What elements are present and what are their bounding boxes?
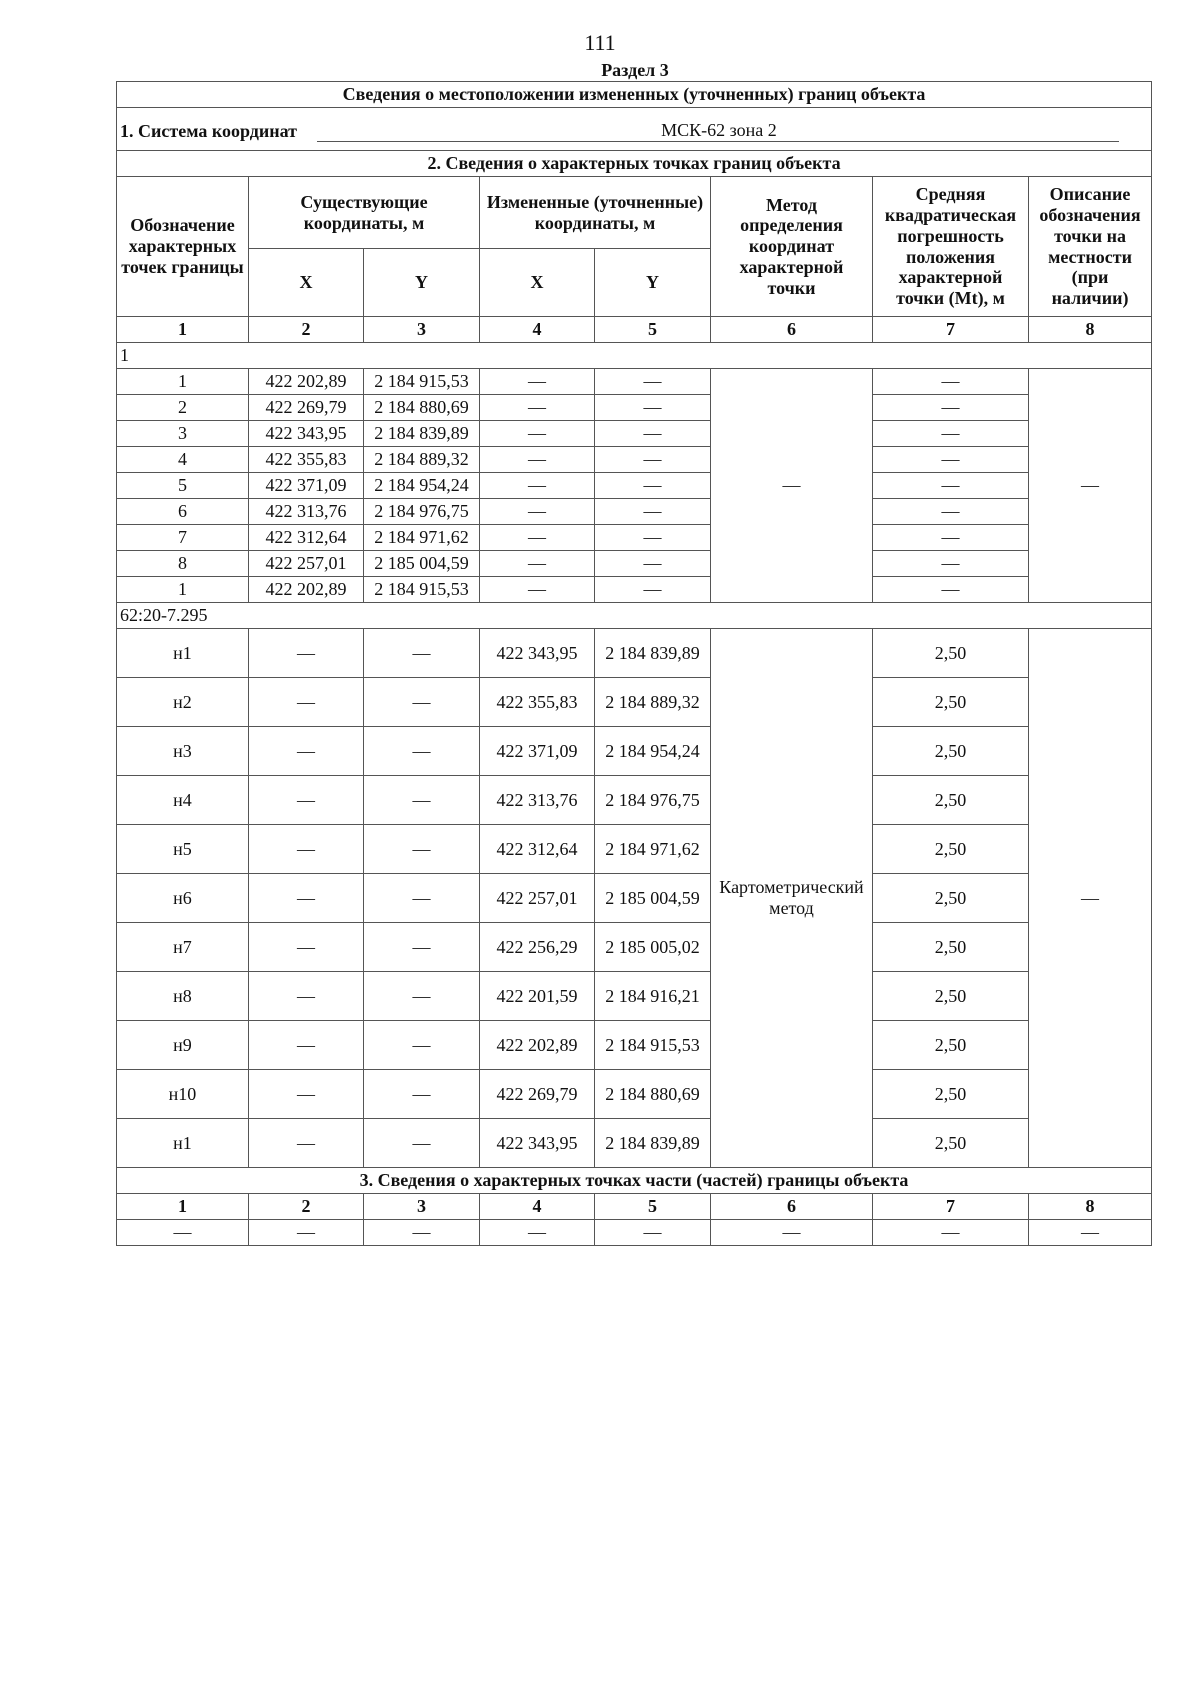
table-row	[117, 473, 1152, 499]
mean-error: —	[873, 369, 1029, 395]
header-mean-error: Средняя квадратическая погрешность положения характерной точки (Mt), м	[873, 177, 1029, 317]
mean-error: 2,50	[873, 1119, 1029, 1168]
mean-error: —	[873, 447, 1029, 473]
point-name: н4	[117, 776, 249, 825]
existing-y: 2 184 915,53	[364, 577, 480, 603]
existing-y: 2 184 889,32	[364, 447, 480, 473]
column-number: 1	[117, 317, 249, 343]
existing-y: 2 184 971,62	[364, 525, 480, 551]
table-row	[117, 825, 1152, 874]
section3-title: 3. Сведения о характерных точках части (частей) границы объекта	[117, 1168, 1152, 1194]
point-name: 1	[117, 369, 249, 395]
changed-x: 422 201,59	[480, 972, 595, 1021]
point-name: н6	[117, 874, 249, 923]
mean-error: —	[873, 499, 1029, 525]
changed-x: —	[480, 525, 595, 551]
table-row	[117, 395, 1152, 421]
column-number: 2	[249, 317, 364, 343]
description-cell: —	[1029, 629, 1152, 1168]
empty-cell: —	[117, 1220, 249, 1246]
description-cell: —	[1029, 369, 1152, 603]
changed-x: —	[480, 551, 595, 577]
method-cell: Картометрический метод	[711, 629, 873, 1168]
empty-cell: —	[364, 1220, 480, 1246]
coordinate-system-row	[120, 108, 1148, 144]
table-row	[117, 499, 1152, 525]
point-name: 8	[117, 551, 249, 577]
changed-x: 422 202,89	[480, 1021, 595, 1070]
table-row	[117, 447, 1152, 473]
point-name: н8	[117, 972, 249, 1021]
changed-x: 422 269,79	[480, 1070, 595, 1119]
changed-y: 2 184 976,75	[595, 776, 711, 825]
column-number: 2	[249, 1194, 364, 1220]
group1-label: 1	[117, 343, 1152, 369]
header-description: Описание обозначения точки на местности (при наличии)	[1029, 177, 1152, 317]
changed-x: 422 312,64	[480, 825, 595, 874]
existing-x: —	[249, 874, 364, 923]
mean-error: —	[873, 395, 1029, 421]
table-row	[117, 369, 1152, 395]
point-name: н5	[117, 825, 249, 874]
changed-x: —	[480, 395, 595, 421]
point-name: 1	[117, 577, 249, 603]
method-cell: —	[711, 369, 873, 603]
existing-y: —	[364, 776, 480, 825]
table-row	[117, 972, 1152, 1021]
existing-x: 422 269,79	[249, 395, 364, 421]
mean-error: 2,50	[873, 972, 1029, 1021]
existing-x: 422 313,76	[249, 499, 364, 525]
column-number: 5	[595, 1194, 711, 1220]
point-name: н7	[117, 923, 249, 972]
changed-y: 2 184 839,89	[595, 629, 711, 678]
mean-error: —	[873, 421, 1029, 447]
point-name: н1	[117, 1119, 249, 1168]
table-row	[117, 923, 1152, 972]
existing-x: —	[249, 923, 364, 972]
table-row	[117, 1070, 1152, 1119]
point-name: 6	[117, 499, 249, 525]
changed-y: 2 184 971,62	[595, 825, 711, 874]
changed-y: 2 184 954,24	[595, 727, 711, 776]
table-row	[117, 727, 1152, 776]
changed-x: —	[480, 421, 595, 447]
changed-x: 422 371,09	[480, 727, 595, 776]
header-changed-y: Y	[595, 249, 711, 317]
changed-x: —	[480, 369, 595, 395]
table-row	[117, 1021, 1152, 1070]
mean-error: 2,50	[873, 1021, 1029, 1070]
mean-error: 2,50	[873, 727, 1029, 776]
changed-y: —	[595, 473, 711, 499]
coordinate-system-label: 1. Система координат	[120, 121, 297, 142]
mean-error: 2,50	[873, 874, 1029, 923]
header-existing-y: Y	[364, 249, 480, 317]
changed-y: 2 184 839,89	[595, 1119, 711, 1168]
header-existing-coordinates: Существующие координаты, м	[249, 177, 480, 249]
table-row	[117, 678, 1152, 727]
point-name: 3	[117, 421, 249, 447]
changed-y: 2 184 880,69	[595, 1070, 711, 1119]
changed-y: —	[595, 369, 711, 395]
existing-y: —	[364, 874, 480, 923]
existing-y: —	[364, 1021, 480, 1070]
existing-x: —	[249, 1070, 364, 1119]
changed-y: 2 184 915,53	[595, 1021, 711, 1070]
existing-x: —	[249, 776, 364, 825]
mean-error: 2,50	[873, 825, 1029, 874]
existing-y: —	[364, 825, 480, 874]
existing-y: —	[364, 923, 480, 972]
column-number: 1	[117, 1194, 249, 1220]
existing-x: —	[249, 678, 364, 727]
changed-y: —	[595, 421, 711, 447]
changed-x: 422 355,83	[480, 678, 595, 727]
existing-x: 422 343,95	[249, 421, 364, 447]
column-number: 3	[364, 1194, 480, 1220]
existing-x: 422 355,83	[249, 447, 364, 473]
existing-y: —	[364, 678, 480, 727]
mean-error: —	[873, 525, 1029, 551]
existing-y: —	[364, 1119, 480, 1168]
point-name: 7	[117, 525, 249, 551]
changed-x: —	[480, 577, 595, 603]
point-name: н10	[117, 1070, 249, 1119]
column-number: 6	[711, 1194, 873, 1220]
column-number: 7	[873, 317, 1029, 343]
changed-y: —	[595, 577, 711, 603]
existing-y: 2 184 976,75	[364, 499, 480, 525]
table-row	[117, 551, 1152, 577]
changed-y: 2 184 916,21	[595, 972, 711, 1021]
changed-y: —	[595, 499, 711, 525]
existing-y: 2 184 915,53	[364, 369, 480, 395]
table-title: Сведения о местоположении измененных (уточненных) границ объекта	[117, 82, 1152, 108]
existing-y: 2 184 880,69	[364, 395, 480, 421]
group2-label: 62:20-7.295	[117, 603, 1152, 629]
existing-x: —	[249, 1021, 364, 1070]
existing-y: —	[364, 1070, 480, 1119]
header-existing-x: X	[249, 249, 364, 317]
changed-y: —	[595, 551, 711, 577]
existing-x: 422 312,64	[249, 525, 364, 551]
header-point-designation: Обозначение характерных точек границы	[117, 177, 249, 317]
coordinate-system-value: МСК-62 зона 2	[317, 120, 1119, 142]
point-name: н9	[117, 1021, 249, 1070]
mean-error: 2,50	[873, 1070, 1029, 1119]
point-name: н3	[117, 727, 249, 776]
empty-cell: —	[480, 1220, 595, 1246]
section3-number-row	[117, 1194, 1152, 1220]
mean-error: —	[873, 551, 1029, 577]
mean-error: 2,50	[873, 923, 1029, 972]
existing-x: —	[249, 972, 364, 1021]
section2-title: 2. Сведения о характерных точках границ объекта	[117, 151, 1152, 177]
column-number: 6	[711, 317, 873, 343]
existing-x: —	[249, 1119, 364, 1168]
changed-x: 422 343,95	[480, 629, 595, 678]
column-number: 4	[480, 1194, 595, 1220]
point-name: 2	[117, 395, 249, 421]
section-label: Раздел 3	[601, 60, 669, 80]
empty-cell: —	[1029, 1220, 1152, 1246]
column-number: 5	[595, 317, 711, 343]
point-name: 5	[117, 473, 249, 499]
changed-x: —	[480, 499, 595, 525]
existing-x: —	[249, 629, 364, 678]
changed-x: —	[480, 447, 595, 473]
empty-cell: —	[711, 1220, 873, 1246]
point-name: 4	[117, 447, 249, 473]
table-row	[117, 776, 1152, 825]
table-row	[117, 1119, 1152, 1168]
column-number: 8	[1029, 317, 1152, 343]
existing-y: —	[364, 972, 480, 1021]
existing-y: —	[364, 727, 480, 776]
header-changed-coordinates: Измененные (уточненные) координаты, м	[480, 177, 711, 249]
empty-cell: —	[249, 1220, 364, 1246]
existing-x: 422 202,89	[249, 577, 364, 603]
changed-y: 2 185 004,59	[595, 874, 711, 923]
existing-x: —	[249, 825, 364, 874]
mean-error: —	[873, 473, 1029, 499]
existing-x: —	[249, 727, 364, 776]
table-row	[117, 421, 1152, 447]
changed-y: 2 184 889,32	[595, 678, 711, 727]
mean-error: 2,50	[873, 776, 1029, 825]
changed-y: 2 185 005,02	[595, 923, 711, 972]
changed-x: 422 343,95	[480, 1119, 595, 1168]
changed-x: 422 313,76	[480, 776, 595, 825]
table-row	[117, 525, 1152, 551]
changed-y: —	[595, 525, 711, 551]
column-number: 7	[873, 1194, 1029, 1220]
table-row	[117, 577, 1152, 603]
header-method: Метод определения координат характерной точки	[711, 177, 873, 317]
existing-y: —	[364, 629, 480, 678]
column-number-row	[117, 317, 1152, 343]
changed-x: 422 256,29	[480, 923, 595, 972]
changed-x: 422 257,01	[480, 874, 595, 923]
empty-cell: —	[595, 1220, 711, 1246]
existing-y: 2 185 004,59	[364, 551, 480, 577]
mean-error: 2,50	[873, 678, 1029, 727]
section3-empty-row	[117, 1220, 1152, 1246]
existing-x: 422 202,89	[249, 369, 364, 395]
mean-error: —	[873, 577, 1029, 603]
column-number: 4	[480, 317, 595, 343]
header-changed-x: X	[480, 249, 595, 317]
table-row	[117, 629, 1152, 678]
existing-x: 422 371,09	[249, 473, 364, 499]
existing-y: 2 184 954,24	[364, 473, 480, 499]
existing-y: 2 184 839,89	[364, 421, 480, 447]
column-number: 3	[364, 317, 480, 343]
changed-y: —	[595, 447, 711, 473]
point-name: н2	[117, 678, 249, 727]
mean-error: 2,50	[873, 629, 1029, 678]
changed-y: —	[595, 395, 711, 421]
page-number: 111	[584, 30, 616, 55]
boundary-table	[116, 81, 1152, 1246]
point-name: н1	[117, 629, 249, 678]
changed-x: —	[480, 473, 595, 499]
table-row	[117, 874, 1152, 923]
column-number: 8	[1029, 1194, 1152, 1220]
empty-cell: —	[873, 1220, 1029, 1246]
existing-x: 422 257,01	[249, 551, 364, 577]
